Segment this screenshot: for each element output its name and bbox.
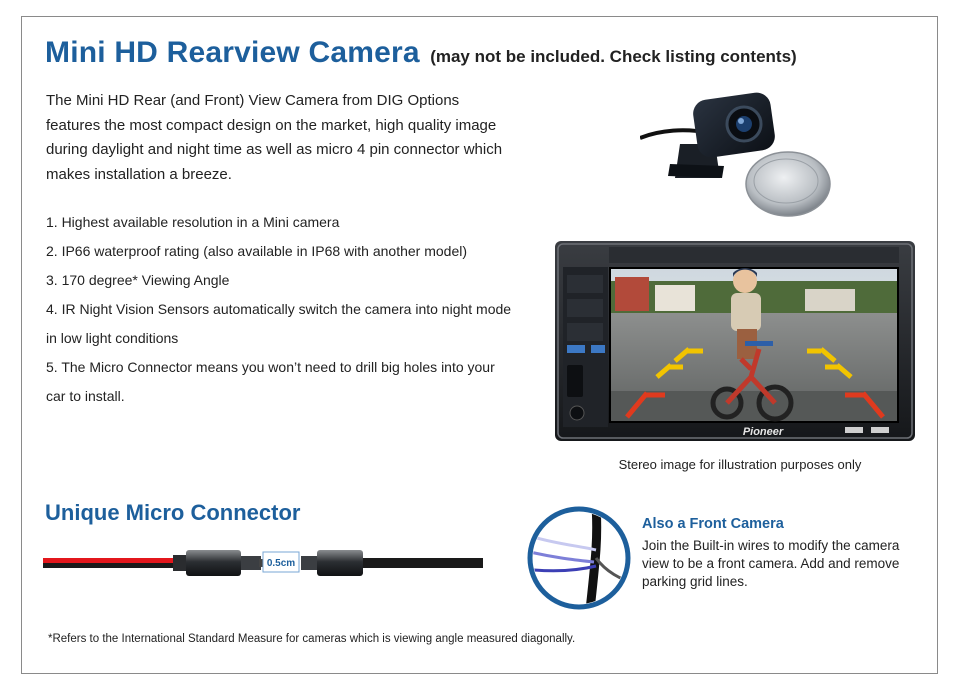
stereo-caption: Stereo image for illustration purposes only bbox=[618, 457, 862, 472]
feature-item: 2. IP66 waterproof rating (also available in IP68 with another model) bbox=[46, 243, 468, 259]
feature-list bbox=[46, 208, 516, 411]
title-note: (may not be included. Check listing contents) bbox=[430, 47, 797, 66]
camera-product-image bbox=[640, 86, 840, 218]
front-camera-heading: Also a Front Camera bbox=[642, 516, 784, 532]
connector-length-label: 0.5cm bbox=[266, 558, 296, 569]
micro-connector-image bbox=[43, 545, 483, 581]
feature-item: 5. The Micro Connector means you won’t need to drill big holes into your car to install. bbox=[46, 359, 495, 404]
footnote: *Refers to the International Standard Measure for cameras which is viewing angle measured diagonally. bbox=[48, 633, 576, 645]
feature-item: 4. IR Night Vision Sensors automatically switch the camera into night mode in low light conditions bbox=[46, 301, 512, 346]
page-title bbox=[45, 36, 797, 70]
title-main: Mini HD Rearview Camera bbox=[45, 36, 420, 69]
feature-item: 3. 170 degree* Viewing Angle bbox=[46, 272, 230, 288]
feature-item: 1. Highest available resolution in a Mini camera bbox=[46, 214, 340, 230]
intro-paragraph: The Mini HD Rear (and Front) View Camera from DIG Options features the most compact design on the market, high quality image during daylight and night time as well as micro 4 pin connector which makes installation a breeze. bbox=[46, 92, 503, 183]
stereo-brand-text: Pioneer bbox=[742, 426, 784, 438]
connector-heading: Unique Micro Connector bbox=[45, 500, 301, 525]
front-camera-wires-image bbox=[526, 506, 632, 610]
stereo-head-unit-image bbox=[555, 241, 915, 441]
front-camera-text: Join the Built-in wires to modify the camera view to be a front camera. Add and remove parking grid lines. bbox=[642, 538, 900, 589]
